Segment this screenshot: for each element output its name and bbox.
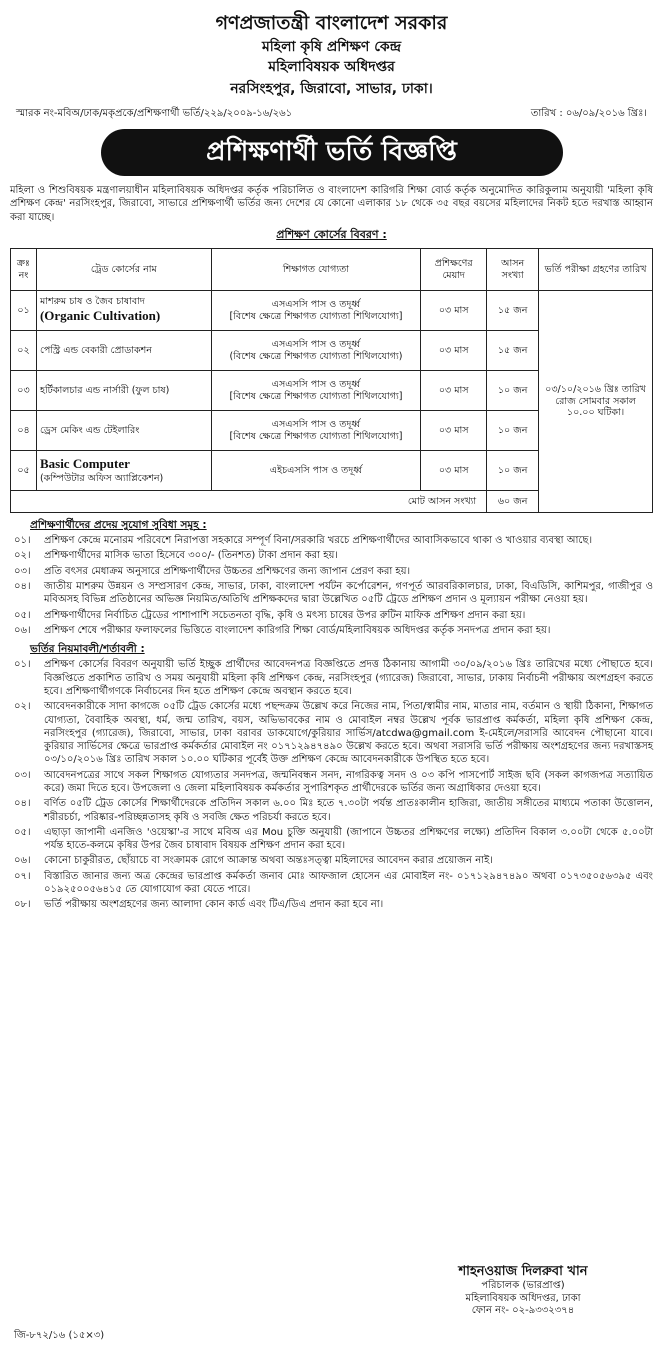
item-number: ০২।: [14, 550, 31, 562]
item-number: ০৬।: [14, 624, 31, 636]
rules-list: [10, 658, 653, 911]
item-number: ০৩।: [14, 769, 31, 781]
item-text: বিস্তারিত জানার জন্য অত্র কেন্দ্রের ভারপ্রাপ্ত কর্মকর্তা জনাব মোঃ আফজাল হোসেন এর মোবাইল নং- ০১৭১২৯৪৭৪৯০ অথবা ০১৭৩৫০৫৬৩৯৫ এবং ০১৯২৫০০৫৬৪১৫ তে যোগাযোগ করা যেতে পারে।: [44, 870, 653, 896]
row-serial: ০২: [11, 331, 37, 371]
row-qualification: [211, 291, 421, 331]
list-item: [10, 769, 653, 796]
qualification-text: এসএসসি পাস ও তদূর্ধ্ব: [271, 338, 361, 350]
item-text: প্রশিক্ষণ কেন্দ্রে মনোরম পরিবেশে নিরাপত্তা সহকারে সম্পূর্ণ বিনা/সরকারি খরচে প্রশিক্ষণার্থীদের আবাসিকভাবে থাকা ও খাওয়ার ব্যবস্থা আছে।: [44, 535, 593, 547]
row-seats: ১০ জন: [487, 371, 539, 411]
item-text: বর্ণিত ০৫টি ট্রেড কোর্সের শিক্ষার্থীদেরকে প্রতিদিন সকাল ৬.০০ মিঃ হতে ৭.৩০টা পর্যন্ত প্রাতঃকালীন হাজিরা, জাতীয় সঙ্গীতের মাধ্যমে পতাকা উত্তোলন, শরীরচর্চা, পরিষ্কার-পরিচ্ছন্নতাসহ কৃষি ও সবজি ক্ষেত পরিচর্যা করতে হবে।: [44, 798, 653, 823]
facilities-heading: প্রশিক্ষণার্থীদের প্রদেয় সুযোগ সুবিধা সমূহ :: [30, 519, 207, 531]
list-item: [10, 700, 653, 766]
col-exam-date: ভর্তি পরীক্ষা গ্রহণের তারিখ: [539, 249, 653, 291]
exam-date-cell: ০৩/১০/২০১৬ খ্রিঃ তারিখ রোজ সোমবার সকাল ১০.০০ ঘটিকা।: [539, 291, 653, 513]
item-number: ০৫।: [14, 609, 31, 621]
item-text: কোনো চাকুরীরত, ছোঁয়াচে বা সংক্রামক রোগে আক্রান্ত অথবা অন্তঃসত্ত্বা মহিলাদের আবেদন করার প্রয়োজন নাই।: [44, 855, 493, 867]
item-text: প্রশিক্ষণার্থীদের নির্বাচিত ট্রেডের পাশাপাশি সচেতনতা বৃদ্ধি, কৃষি ও মৎস্য চাষের উপর রুটিন মাফিক প্রশিক্ষণ প্রদান করা হয়।: [44, 609, 526, 621]
item-text: আবেদনকারীকে সাদা কাগজে ০৫টি ট্রেড কোর্সের মধ্যে পছন্দক্রম উল্লেখ করে নিজের নাম, পিতা/স্বামীর নাম, মাতার নাম, বর্তমান ও স্থায়ী ঠিকানা, শিক্ষাগত যোগ্যতা, বৈবাহিক অবস্থা, ধর্ম, জন্ম তারিখ, বয়স, অভিভাবকের নাম ও মোবাইল নম্বর উল্লেখ পূর্বক ভারপ্রাপ্ত কর্মকর্তা, মহিলা কৃষি প্রশিক্ষণ কেন্দ্র, নরসিংহপুর (গ্যারেজ), জিরাবো, সাভার, ঢাকা বরাবর ডাকযোগে/কুরিয়ার সার্ভিস/atcdwa@gmail.com ই-মেইলে/সরাসরি আবেদন পৌছানো যাবে। কুরিয়ার সার্ভিসের ক্ষেত্রে ভারপ্রাপ্ত কর্মকর্তার মোবাইল নং ০১৭১২৯৪৭৪৯০ উল্লেখ করতে হবে। অথবা সরাসরি ভর্তি পরীক্ষায় অংশগ্রহণের জন্য দরখাস্তসহ ০৩/১০/২০১৬ খ্রিঃ তারিখ সকাল ১০.০০ ঘটিকার পূর্বেই উক্ত প্রশিক্ষণ কেন্দ্রে আবেদনকারীকে উপস্থিত হতে হবে।: [44, 701, 653, 766]
qualification-note: [বিশেষ ক্ষেত্রে শিক্ষাগত যোগ্যতা শিথিলযোগ্য]: [229, 430, 403, 442]
item-text: প্রতি বৎসর মেধাক্রম অনুসারে প্রশিক্ষণার্থীদের উচ্চতর প্রশিক্ষণের জন্য জাপান প্রেরণ করা হয়।: [44, 565, 411, 577]
item-text: আবেদনপত্রের সাথে সকল শিক্ষাগত যোগ্যতার সনদপত্র, জন্মনিবন্ধন সনদ, নাগরিকত্ব সনদ ও ০৩ কপি পাসপোর্ট সাইজ ছবি (সকল কাগজপত্র সত্যায়িত করে) জমা দিতে হবে। উপজেলা ও জেলা মহিলাবিষয়ক কর্মকর্তার সুপারিশকৃত প্রার্থীদেরকে ভর্তির জন্য অগ্রাধিকার দেওয়া হবে।: [44, 769, 653, 794]
qualification-text: এসএসসি পাস ও তদূর্ধ্ব: [271, 418, 361, 430]
govt-title: গণপ্রজাতন্ত্রী বাংলাদেশ সরকার: [215, 12, 448, 34]
row-serial: ০৩: [11, 371, 37, 411]
list-item: [10, 609, 653, 622]
row-qualification: [211, 411, 421, 451]
signature-block: [413, 1264, 633, 1318]
item-text: জাতীয় মাশরুম উন্নয়ন ও সম্প্রসারণ কেন্দ্র, সাভার, ঢাকা, বাংলাদেশ পর্যটন কর্পোরেশন, গণপূর্ত আরবরিকালচার, ঢাকা, বিএডিসি, কাশিমপুর, গাজীপুর ও মবিঅসহ বিভিন্ন প্রতিষ্ঠানের অভিজ্ঞ নিয়মিত/অতিথি প্রশিক্ষকদের দ্বারা উল্লেখিত ০৫টি ট্রেডে প্রশিক্ষণ প্রদান ও মূল্যায়ন পরীক্ষা নেওয়া হয়।: [44, 581, 653, 606]
item-text: প্রশিক্ষণ শেষে পরীক্ষার ফলাফলের ভিত্তিতে বাংলাদেশ কারিগরি শিক্ষা বোর্ড/মহিলাবিষয়ক অধিদপ্তর কর্তৃক সনদপত্র প্রদান করা হয়।: [44, 624, 551, 636]
row-qualification: [211, 371, 421, 411]
row-seats: ১৫ জন: [487, 291, 539, 331]
qualification-text: এসএসসি পাস ও তদূর্ধ্ব: [271, 298, 361, 310]
table-row: [11, 291, 653, 331]
row-duration: ০৩ মাস: [421, 291, 487, 331]
item-number: ০৪।: [14, 581, 31, 593]
col-seats: আসন সংখ্যা: [487, 249, 539, 291]
row-duration: ০৩ মাস: [421, 451, 487, 491]
footer-code: জি-৮৭২/১৬ (১৫×৩): [14, 1330, 105, 1341]
row-qualification: এইচএসসি পাস ও তদূর্ধ্ব: [211, 451, 421, 491]
course-name-en: Basic Computer: [39, 456, 130, 472]
department-name: মহিলাবিষয়ক অধিদপ্তর: [268, 59, 395, 76]
row-serial: ০৪: [11, 411, 37, 451]
row-seats: ১০ জন: [487, 411, 539, 451]
list-item: [10, 826, 653, 853]
list-item: [10, 624, 653, 637]
row-seats: ১৫ জন: [487, 331, 539, 371]
qualification-note: [বিশেষ ক্ষেত্রে শিক্ষাগত যোগ্যতা শিথিলযোগ্য]: [229, 310, 403, 322]
row-course-name: পেস্ট্রি এন্ড বেকারী প্রোডাকশন: [36, 331, 211, 371]
row-seats: ১০ জন: [487, 451, 539, 491]
row-serial: ০৫: [11, 451, 37, 491]
course-table: [10, 248, 653, 513]
item-number: ০৫।: [14, 826, 31, 838]
item-number: ০৪।: [14, 798, 31, 810]
list-item: [10, 580, 653, 607]
intro-paragraph: মহিলা ও শিশুবিষয়ক মন্ত্রণালয়াধীন মহিলাবিষয়ক অধিদপ্তর কর্তৃক পরিচালিত ও বাংলাদেশ কারিগরি শিক্ষা বোর্ড কর্তৃক অনুমোদিত কারিকুলাম অনুযায়ী 'মহিলা কৃষি প্রশিক্ষণ কেন্দ্র' নরসিংহপুর, জিরাবো, সাভারে প্রশিক্ষণার্থী ভর্তির জন্য দেশের যে কোনো এলাকার ১৮ থেকে ৩৫ বছর বয়সের মহিলাদের নিকট হতে দরখাস্ত আহ্বান করা যাচ্ছে।: [10, 184, 653, 223]
row-course-name: ড্রেস মেকিং এন্ড টেইলারিং: [36, 411, 211, 451]
list-item: [10, 854, 653, 867]
list-item: [10, 658, 653, 698]
item-number: ০৭।: [14, 870, 31, 882]
item-number: ০৬।: [14, 855, 31, 867]
row-duration: ০৩ মাস: [421, 411, 487, 451]
list-item: [10, 534, 653, 547]
qualification-note: (বিশেষ ক্ষেত্রে শিক্ষাগত যোগ্যতা শিথিলযোগ্য): [229, 350, 403, 362]
item-number: ০১।: [14, 535, 31, 547]
total-value: ৬০ জন: [487, 491, 539, 513]
memo-number: স্মারক নং-মবিঅ/ঢাক/মকৃপ্রকে/প্রশিক্ষণার্থী ভর্তি/২২৯/২০০৯-১৬/২৬১: [16, 108, 293, 120]
col-serial: ক্রঃ নং: [11, 249, 37, 291]
row-qualification: [211, 331, 421, 371]
row-course-name: [36, 291, 211, 331]
row-course-name: হর্টিকালচার এন্ড নার্সারী (ফুল চাষ): [36, 371, 211, 411]
course-name-bn: মাশরুম চাষ ও জৈব চাষাবাদ: [39, 296, 145, 308]
center-name: মহিলা কৃষি প্রশিক্ষণ কেন্দ্র: [261, 38, 402, 55]
list-item: [10, 549, 653, 562]
item-number: ০৩।: [14, 565, 31, 577]
col-qualification: শিক্ষাগত যোগ্যতা: [211, 249, 421, 291]
item-number: ০২।: [14, 701, 31, 713]
item-number: ০১।: [14, 659, 31, 671]
qualification-text: এসএসসি পাস ও তদূর্ধ্ব: [271, 378, 361, 390]
item-text: প্রশিক্ষণ কোর্সের বিবরণ অনুযায়ী ভর্তি ইচ্ছুক প্রার্থীদের আবেদনপত্র বিজ্ঞপ্তিতে প্রদত্ত ঠিকানায় আগামী ৩০/০৯/২০১৬ খ্রিঃ তারিখের মধ্যে পৌছাতে হবে। বিজ্ঞপ্তিতে প্রকাশিত তারিখ ও সময় অনুযায়ী মহিলা কৃষি প্রশিক্ষণ কেন্দ্র, নরসিংহপুর (গ্যারেজ) জিরাবো, সাভার, ঢাকায় নির্বাচনী পরীক্ষায় অংশগ্রহণ করতে হবে। প্রশিক্ষণার্থীগণকে নির্বাচনের দিন হতে প্রশিক্ষণ কেন্দ্রে অবস্থান করতে হবে।: [44, 659, 653, 697]
list-item: [10, 565, 653, 578]
item-text: প্রশিক্ষণার্থীদের মাসিক ভাতা হিসেবে ৩০০/- (তিনশত) টাকা প্রদান করা হয়।: [44, 550, 338, 562]
signatory-phone: ফোন নং- ০২-৯৩৩২৩৭৪: [471, 1305, 575, 1317]
list-item: [10, 797, 653, 824]
address: নরসিংহপুর, জিরাবো, সাভার, ঢাকা।: [230, 80, 433, 97]
row-course-name: [36, 451, 211, 491]
reference-line: [10, 108, 653, 121]
notice-date: তারিখ : ০৬/০৯/২০১৬ খ্রিঃ।: [530, 108, 647, 120]
course-name-sub: (কম্পিউটার অফিস অ্যাপ্লিকেশন): [39, 472, 164, 484]
item-number: ০৮।: [14, 899, 31, 911]
list-item: [10, 870, 653, 897]
signatory-name: শাহনওয়াজ দিলরুবা খান: [458, 1264, 588, 1279]
rules-heading: ভর্তির নিয়মাবলী/শর্তাবলী :: [30, 643, 145, 656]
col-course-name: ট্রেড কোর্সের নাম: [36, 249, 211, 291]
table-header-row: [11, 249, 653, 291]
course-name-en: (Organic Cultivation): [39, 308, 161, 324]
total-label: মোট আসন সংখ্যা: [11, 491, 487, 513]
signatory-org: মহিলাবিষয়ক অধিদপ্তর, ঢাকা: [465, 1292, 581, 1304]
row-duration: ০৩ মাস: [421, 331, 487, 371]
signatory-title: পরিচালক (ভারপ্রাপ্ত): [481, 1280, 565, 1292]
facilities-list: [10, 534, 653, 637]
row-duration: ০৩ মাস: [421, 371, 487, 411]
list-item: [10, 898, 653, 911]
course-heading: প্রশিক্ষণ কোর্সের বিবরণ :: [276, 228, 387, 242]
notice-banner: প্রশিক্ষণার্থী ভর্তি বিজ্ঞপ্তি: [101, 129, 563, 176]
item-text: ভর্তি পরীক্ষায় অংশগ্রহণের জন্য আলাদা কোন কার্ড এবং টিএ/ডিএ প্রদান করা হবে না।: [44, 899, 384, 911]
item-text: এছাড়া জাপানী এনজিও 'ওয়েস্কা'-র সাথে মবিঅ এর Mou চুক্তি অনুযায়ী (জাপানে উচ্চতর প্রশিক্ষণের লক্ষ্যে) প্রতিদিন বিকাল ৩.০০টা থেকে ৫.০০টা পর্যন্ত হাতে-কলমে কৃষির উপর জৈব চাষাবাদ বিষয়ক প্রশিক্ষণ প্রদান করা হবে।: [44, 826, 653, 852]
row-serial: ০১: [11, 291, 37, 331]
qualification-note: [বিশেষ ক্ষেত্রে শিক্ষাগত যোগ্যতা শিথিলযোগ্য]: [229, 390, 403, 402]
col-duration: প্রশিক্ষণের মেয়াদ: [421, 249, 487, 291]
